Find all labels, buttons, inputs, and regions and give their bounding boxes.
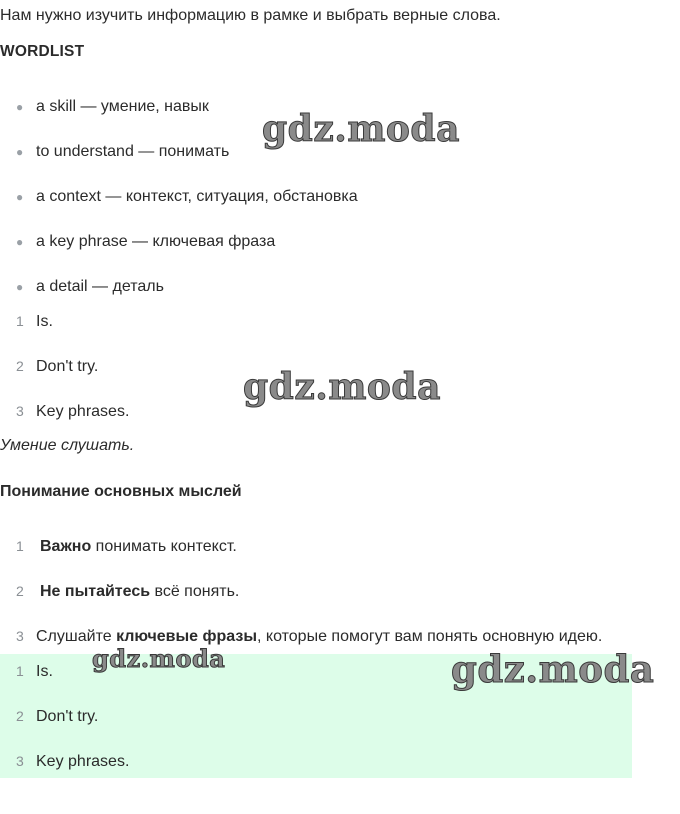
- rest-text: понимать контекст.: [91, 538, 237, 555]
- bullet-icon: ●: [16, 280, 24, 294]
- answer-item: [16, 708, 98, 726]
- list-item: [16, 233, 275, 251]
- answer-text: Is.: [36, 663, 53, 680]
- watermark-logo: gdz.moda: [243, 366, 441, 408]
- answer-item: [16, 663, 53, 681]
- prefix-text: Слушайте: [36, 628, 117, 645]
- item-number: 3: [16, 403, 24, 419]
- wordlist-heading: WORDLIST: [0, 43, 85, 60]
- answer-item: [16, 358, 98, 376]
- section-heading: Понимание основных мыслей: [0, 483, 242, 500]
- intro-text: Нам нужно изучить информацию в рамке и выбрать верные слова.: [0, 7, 501, 24]
- list-item-text: a detail — деталь: [36, 278, 164, 295]
- item-number: 2: [16, 358, 24, 374]
- item-number: 1: [16, 313, 24, 329]
- item-number: 2: [16, 583, 24, 599]
- answer-text: Don't try.: [36, 358, 99, 375]
- watermark-logo: gdz.moda: [262, 108, 460, 150]
- answer-item: [16, 403, 129, 421]
- list-item-text: a context — контекст, ситуация, обстановка: [36, 188, 358, 205]
- bold-text: Не пытайтесь: [40, 583, 151, 600]
- answer-item: [16, 753, 129, 771]
- watermark-logo: gdz.moda: [92, 644, 226, 673]
- answer-text: Don't try.: [36, 708, 99, 725]
- answer-text: Is.: [36, 313, 53, 330]
- bullet-icon: ●: [16, 235, 24, 249]
- item-number: 1: [16, 538, 24, 554]
- list-item-text: a key phrase — ключевая фраза: [36, 233, 276, 250]
- watermark-logo: gdz.moda: [451, 647, 655, 691]
- list-item: [16, 98, 209, 116]
- list-item: [16, 188, 358, 206]
- rest-text: , которые помогут вам понять основную идею.: [257, 628, 603, 645]
- answer-text: Key phrases.: [36, 753, 130, 770]
- bold-text: ключевые фразы: [116, 628, 257, 645]
- answer-item: [16, 313, 53, 331]
- rest-text: всё понять.: [150, 583, 240, 600]
- item-number: 2: [16, 708, 24, 724]
- list-item: [16, 278, 164, 296]
- section-item: [16, 538, 237, 556]
- item-number: 1: [16, 663, 24, 679]
- list-item: [16, 143, 229, 161]
- item-number: 3: [16, 753, 24, 769]
- bullet-icon: ●: [16, 145, 24, 159]
- bullet-icon: ●: [16, 100, 24, 114]
- bold-text: Важно: [40, 538, 92, 555]
- list-item-text: a skill — умение, навык: [36, 98, 209, 115]
- answer-text: Key phrases.: [36, 403, 130, 420]
- item-number: 3: [16, 628, 24, 644]
- subtitle: Умение слушать.: [0, 437, 135, 454]
- bullet-icon: ●: [16, 190, 24, 204]
- list-item-text: to understand — понимать: [36, 143, 230, 160]
- section-item: [16, 583, 239, 601]
